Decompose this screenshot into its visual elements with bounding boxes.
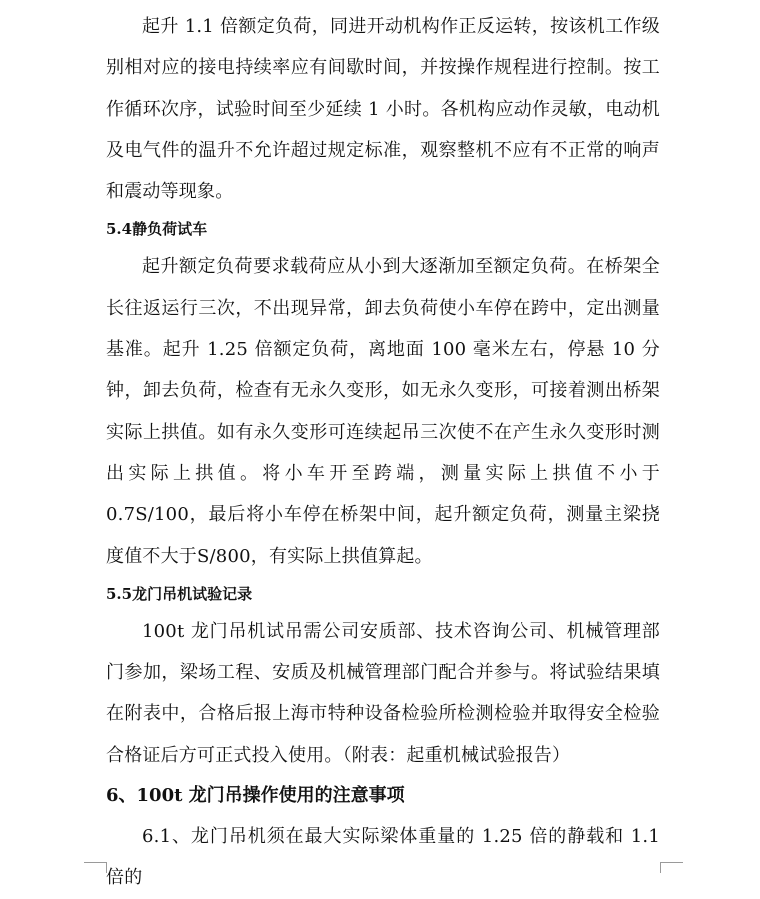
- crop-mark-left: [84, 862, 107, 873]
- paragraph-static-load: 起升额定负荷要求载荷应从小到大逐渐加至额定负荷。在桥架全长往返运行三次，不出现异常，卸去负荷使小车停在跨中，定出测量基准。起升 1.25 倍额定负荷，离地面 100 毫米左右，停悬 10 分钟，卸去负荷，检查有无永久变形，如无永久变形，可接着测出桥架实际上拱值。如有永久变形可连续起吊三次使不在产生永久变形时测出实际上拱值。将小车开至跨端，测量实际上拱值不小于 0.7S/100，最后将小车停在桥架中间，起升额定负荷，测量主梁挠度值不大于S/800，有实际上拱值算起。: [106, 256, 660, 567]
- paragraph-load-test: 起升 1.1 倍额定负荷，同进开动机构作正反运转，按该机工作级别相对应的接电持续率应有间歇时间，并按操作规程进行控制。按工作循环次序，试验时间至少延续 1 小时。各机构应动作灵敏，电动机及电气件的温升不允许超过规定标准，观察整机不应有不正常的响声和震动等现象。: [106, 16, 660, 203]
- crop-mark-right: [660, 862, 683, 873]
- heading-static-load-test: 5.4静负荷试车: [106, 220, 208, 239]
- paragraph-test-record: 100t 龙门吊机试吊需公司安质部、技术咨询公司、机械管理部门参加，梁场工程、安质及机械管理部门配合并参与。将试验结果填在附表中，合格后报上海市特种设备检验所检测检验并取得安全检验合格证后方可正式投入使用。（附表：起重机械试验报告）: [106, 620, 660, 766]
- document-body: [106, 6, 660, 899]
- paragraph-operation-notes: 6.1、龙门吊机须在最大实际梁体重量的 1.25 倍的静载和 1.1 倍的: [106, 826, 660, 889]
- heading-operation-notes: 6、100t 龙门吊操作使用的注意事项: [106, 785, 405, 807]
- heading-test-record: 5.5龙门吊机试验记录: [106, 584, 253, 603]
